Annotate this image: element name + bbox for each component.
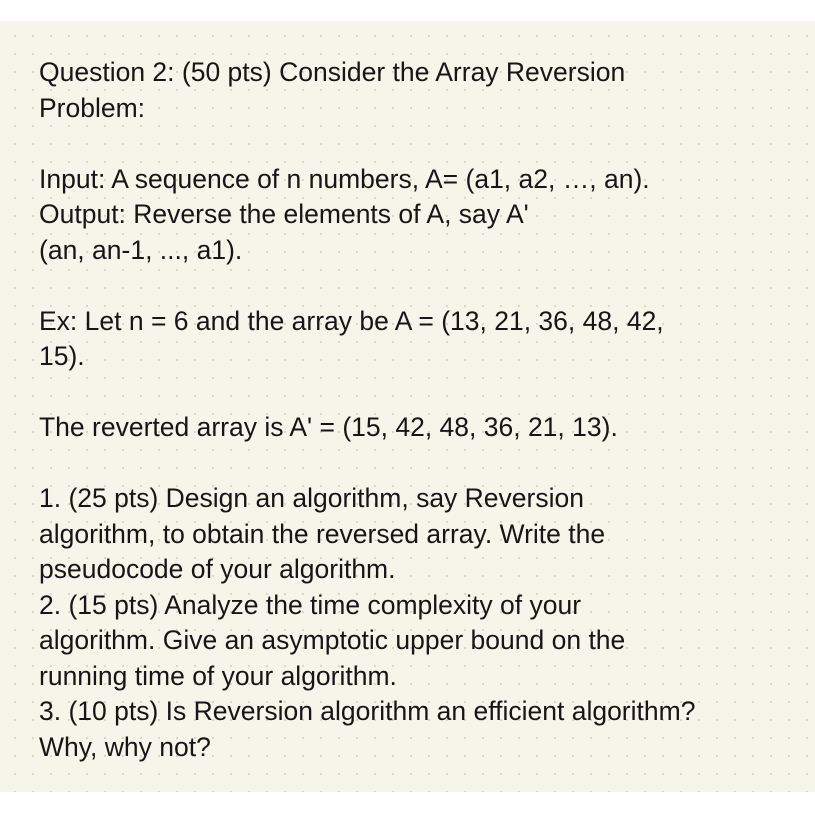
question-title-line: Problem: xyxy=(39,92,146,123)
blank-line xyxy=(39,375,795,411)
blank-line xyxy=(39,268,795,304)
part-1-line: algorithm, to obtain the reversed array. Write the xyxy=(39,518,606,549)
input-line: Input: A sequence of n numbers, A= (a1, a2, …, an). xyxy=(39,163,650,194)
part-2-line: 2. (15 pts) Analyze the time complexity of your xyxy=(39,589,582,620)
part-2-line: running time of your algorithm. xyxy=(39,660,397,691)
output-line: Output: Reverse the elements of A, say A' xyxy=(39,199,529,229)
question-title-line: Question 2: (50 pts) Consider the Array Reversion xyxy=(39,57,626,87)
part-2-line: algorithm. Give an asymptotic upper bound on the xyxy=(39,625,626,655)
part-1-line: 1. (25 pts) Design an algorithm, say Reversion xyxy=(39,483,584,513)
note-page xyxy=(0,21,815,792)
question-parts xyxy=(39,481,795,765)
example xyxy=(39,304,795,375)
problem-definition xyxy=(39,162,795,269)
blank-line xyxy=(39,446,795,482)
part-3-line: Why, why not? xyxy=(39,731,211,762)
question-title xyxy=(39,55,795,126)
reverted-array xyxy=(39,410,795,446)
reverted-line: The reverted array is A' = (15, 42, 48, 36, 21, 13). xyxy=(39,412,618,442)
example-line: Ex: Let n = 6 and the array be A = (13, 21, 36, 48, 42, xyxy=(39,305,664,336)
output-line: (an, an-1, ..., a1). xyxy=(39,234,243,265)
part-3-line: 3. (10 pts) Is Reversion algorithm an efficient algorithm? xyxy=(39,696,696,726)
blank-line xyxy=(39,126,795,162)
example-line: 15). xyxy=(39,341,85,371)
part-1-line: pseudocode of your algorithm. xyxy=(39,554,396,584)
